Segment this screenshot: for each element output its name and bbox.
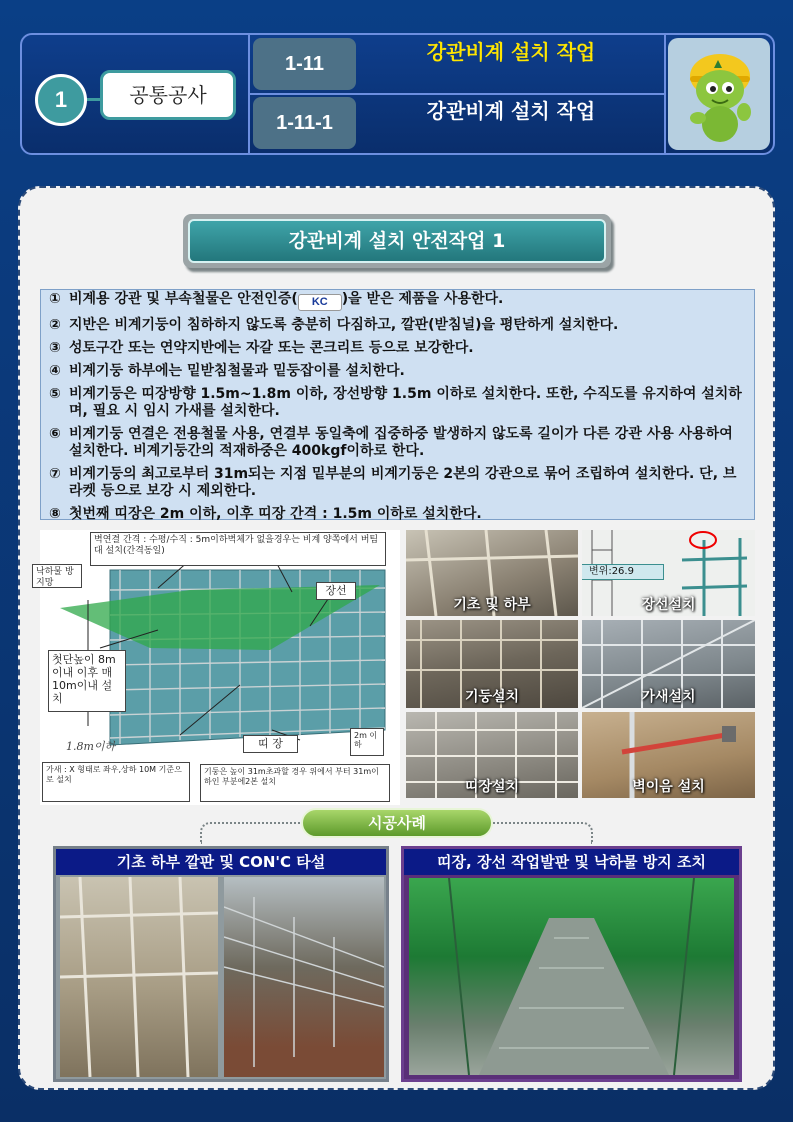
rule-marker: ③	[49, 340, 61, 356]
photo-caption: 벽이음 설치	[632, 779, 705, 795]
photo-pillar	[406, 620, 578, 708]
photo-caption: 장선설치	[641, 597, 696, 613]
rule-item	[49, 426, 746, 460]
photo-foundation	[406, 530, 578, 616]
walkway-photo-icon	[409, 878, 734, 1075]
case-left-caption: 기초 하부 깔판 및 CON'C 타설	[56, 849, 386, 875]
rule-marker: ④	[49, 363, 61, 379]
case-right-caption: 띠장, 장선 작업발판 및 낙하물 방지 조치	[404, 849, 739, 875]
rule-text: 성토구간 또는 연약지반에는 자갈 또는 콘크리트 등으로 보강한다.	[69, 340, 474, 356]
note-brace: 가새 : X 형태로 좌우,상하 10M 기준으로 설치	[42, 762, 190, 802]
case-left-photo-1	[60, 877, 218, 1077]
section-code: 1-11	[253, 38, 356, 90]
rule-text: 비계기둥 하부에는 밑받침철물과 밑둥잡이를 설치한다.	[69, 363, 405, 379]
rule-text: 비계기둥은 띠장방향 1.5m~1.8m 이하, 장선방향 1.5m 이하로 설치한다. 또한, 수직도를 유지하여 설치하며, 필요 시 임시 가새를 설치한다.	[69, 386, 742, 419]
photo-wall-tie	[582, 712, 755, 798]
case-right	[401, 846, 742, 1082]
rule-item	[49, 291, 746, 311]
case-left-photo-2	[224, 877, 384, 1077]
section-title: 강관비계 설치 작업	[426, 40, 596, 64]
subsection-code: 1-11-1	[253, 97, 356, 149]
note-jangseon: 장선	[316, 582, 356, 600]
photo-caption: 가새설치	[641, 689, 696, 705]
scaffold-photo-icon	[60, 877, 218, 1077]
rule-item	[49, 340, 746, 357]
rules-list	[40, 289, 755, 520]
case-connector	[493, 822, 593, 844]
rule-text: 비계기둥의 최고로부터 31m되는 지점 밑부분의 비계기둥은 2본의 강관으로 묶어 조립하여 설치한다. 단, 브라켓 등으로 보강 시 제외한다.	[69, 466, 737, 499]
mascot-image	[668, 38, 770, 150]
photo-label: 변위:26.9	[582, 564, 664, 580]
note-first-height: 첫단높이 8m 이내 이후 매10m이내 설치	[48, 650, 126, 712]
rule-item	[49, 386, 746, 420]
rule-marker: ⑧	[49, 506, 61, 522]
cases-tag: 시공사례	[301, 808, 493, 838]
chapter-title: 공통공사	[100, 70, 236, 120]
rule-text: 비계기둥 연결은 전용철물 사용, 연결부 동일축에 집중하중 발생하지 않도록 길이가 다른 강관 사용 사용하여 설치한다. 비계기둥간의 적재하중은 400kgf이하로 한다.	[69, 426, 733, 459]
rule-item	[49, 466, 746, 500]
photo-caption: 기둥설치	[464, 689, 520, 705]
rule-marker: ①	[49, 291, 61, 307]
subsection-title: 강관비계 설치 작업	[426, 99, 596, 123]
rule-text: 첫번째 띠장은 2m 이하, 이후 띠장 간격 : 1.5m 이하로 설치한다.	[69, 506, 482, 522]
rule-item	[49, 363, 746, 380]
chapter-number: 1	[35, 74, 87, 126]
note-pillar: 기둥은 높이 31m초과할 경우 위에서 부터 31m이하인 부분에2본 설치	[200, 764, 390, 802]
scaffold-photo-icon	[224, 877, 384, 1077]
note-ttijang: 띠 장	[243, 735, 298, 753]
mascot-icon	[668, 38, 770, 150]
rule-marker: ⑤	[49, 386, 61, 402]
case-connector	[200, 822, 300, 844]
rule-text: )을 받은 제품을 사용한다.	[341, 291, 504, 307]
kc-certification-icon: KC	[298, 294, 342, 311]
note-net: 낙하물 방지망	[32, 564, 82, 588]
rule-marker: ②	[49, 317, 61, 333]
rule-item	[49, 506, 746, 523]
note-bottom-dim: 1.8m이하	[66, 740, 116, 753]
rule-marker: ⑦	[49, 466, 61, 482]
rule-marker: ⑥	[49, 426, 61, 442]
rule-text: 지반은 비계기둥이 침하하지 않도록 충분히 다짐하고, 깔판(받침널)을 평탄하게 설치한다.	[69, 317, 619, 333]
rule-text: 비계용 강관 및 부속철물은 안전인증(	[69, 291, 298, 307]
case-left	[53, 846, 389, 1082]
photo-caption: 띠장설치	[464, 779, 520, 795]
page-title: 강관비계 설치 안전작업 1	[188, 219, 606, 263]
note-wall-tie: 벽연결 간격 : 수평/수직 : 5m이하벽체가 없을경우는 비계 양쪽에서 버팀대 설치(간격동일)	[90, 532, 386, 566]
case-right-photo	[409, 878, 734, 1075]
photo-jangseon	[582, 530, 755, 616]
photo-ttijang	[406, 712, 578, 798]
note-2m: 2m 이하	[350, 728, 384, 756]
photo-caption: 기초 및 하부	[453, 597, 531, 613]
scaffold-diagram	[36, 530, 400, 805]
photo-brace	[582, 620, 755, 708]
rule-item	[49, 317, 746, 334]
